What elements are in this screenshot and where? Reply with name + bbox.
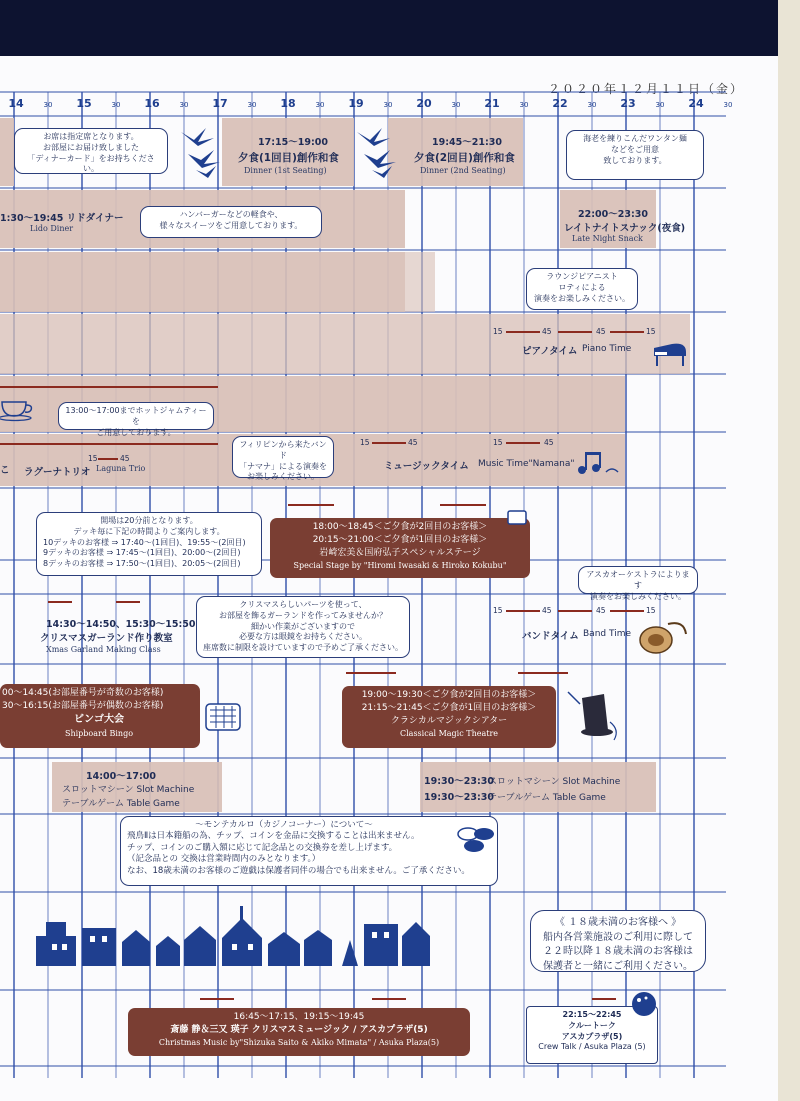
stage-title: 岩崎宏美＆国府弘子スペシャルステージ	[319, 548, 481, 559]
garland-arrow	[48, 601, 72, 603]
hour-label: 15	[76, 97, 92, 110]
page-edge	[778, 0, 800, 1101]
dinner-first-time: 17:15〜19:00	[258, 137, 328, 148]
half-hour-label: 30	[179, 101, 189, 109]
teacup-icon	[0, 396, 40, 422]
cranes-icon	[352, 122, 402, 180]
xmas-music-title: 斎藤 静＆三又 瑛子 クリスマスミュージック / アスカプラザ(5)	[170, 1025, 428, 1036]
bubble-line: 必要な方は眼鏡をお持ちください。	[239, 632, 367, 642]
bubble-line: 座席数に制限を設けていますので予めご了承ください。	[203, 643, 403, 653]
piano-title: ピアノタイム	[522, 346, 578, 357]
magic-arrow	[518, 672, 568, 674]
namana-arrow	[506, 442, 540, 444]
crew-talk-venue: アスカプラザ(5)	[561, 1031, 623, 1041]
laguna-arrow	[98, 458, 118, 460]
xmas-arrow	[200, 998, 234, 1000]
namana-bubble	[232, 436, 334, 482]
notice-line: なお、18歳未満のお客様のご遊戯は保護者同伴の場合でも出来ません。ご了承ください。	[127, 865, 470, 876]
under18-notice	[530, 910, 706, 972]
dinner-second-time: 19:45〜21:30	[432, 137, 502, 148]
magic-title: クラシカルマジックシアター	[390, 716, 508, 727]
bubble-line: 「ナマナ」による演奏を	[239, 461, 327, 471]
namana-arrow	[372, 442, 406, 444]
notice-line: ２２時以降１８歳未満のお客様は	[543, 946, 693, 957]
garland-en: Xmas Garland Making Class	[46, 645, 161, 654]
bubble-line: ハンバーガーなどの軽食や、	[179, 210, 283, 219]
casino-chips-icon	[456, 822, 496, 856]
hour-label: 20	[416, 97, 432, 110]
xmas-music-time: 16:45〜17:15、19:15〜19:45	[233, 1012, 365, 1022]
bubble-line: お部屋を飾るガーランドを作ってみませんか？	[219, 610, 387, 620]
shade-block	[405, 252, 435, 312]
crew-talk-time: 22:15〜22:45	[562, 1010, 622, 1019]
half-hour-label: 30	[43, 101, 53, 109]
dinner-first-en: Dinner (1st Seating)	[244, 166, 327, 175]
bingo-machine-icon	[200, 696, 246, 738]
table-label: テーブルゲーム Table Game	[488, 793, 606, 803]
notice-line: 船内各営業施設のご利用に際して	[543, 931, 693, 943]
bubble-line: ご用意しております。	[96, 427, 176, 437]
bingo-box	[0, 684, 200, 748]
casino-day-slot: スロットマシーン Slot Machine	[62, 785, 195, 795]
namana-en: Music Time"Namana"	[478, 459, 575, 469]
notice-line: チップ、コインのご購入額に応じて記念品との交換券を差し上げます。	[127, 842, 398, 853]
bubble-line: ロティによる	[558, 282, 606, 292]
laguna-fragment: こ	[0, 465, 10, 476]
half-hour-label: 30	[723, 101, 733, 109]
dinner-second-en: Dinner (2nd Seating)	[420, 166, 506, 175]
bubble-line: 海老を練りこんだワンタン麺	[583, 134, 687, 143]
table-time: 19:30〜23:30	[424, 792, 494, 803]
band-mark: 45	[542, 606, 552, 615]
piano-arrow	[506, 331, 540, 333]
dinner-card-bubble	[14, 128, 168, 174]
bubble-line: 細かい作業がございますので	[251, 621, 355, 631]
band-arrow	[558, 610, 592, 612]
lido-en: Lido Diner	[30, 224, 74, 233]
laguna-arrow	[0, 443, 218, 445]
laguna-mark: 15	[88, 454, 98, 463]
casino-day-table: テーブルゲーム Table Game	[62, 799, 180, 809]
band-arrow	[610, 610, 644, 612]
laguna-title: ラグーナトリオ	[24, 467, 91, 478]
magic-arrow	[346, 672, 396, 674]
slot-label: スロットマシーン Slot Machine	[488, 777, 621, 787]
piano-en: Piano Time	[582, 344, 632, 354]
piano-mark: 45	[542, 327, 552, 336]
instruments-icon	[634, 614, 690, 660]
cranes-icon	[176, 122, 226, 180]
lido-time: 1:30〜19:45 リドダイナー	[0, 213, 124, 224]
hour-label: 23	[620, 97, 636, 110]
piano-mark: 15	[646, 327, 656, 336]
slot-time: 19:30〜23:30	[424, 776, 494, 787]
laguna-en: Laguna Trio	[96, 464, 146, 473]
notice-line: 飛鳥Ⅱは日本籍船の為、チップ、コインを金品に交換することは出来ません。	[127, 831, 420, 842]
half-hour-label: 30	[247, 101, 257, 109]
magic-box	[342, 686, 556, 748]
bubble-line: フィリピンから来たバンド	[239, 440, 327, 460]
bingo-title: ビンゴ大会	[74, 714, 124, 726]
late-snack-title: レイトナイトスナック(夜食)	[564, 223, 686, 234]
xmas-music-en: Christmas Music by"Shizuka Saito & Akiko Mimata" / Asuka Plaza(5)	[158, 1038, 440, 1048]
band-mark: 15	[646, 606, 656, 615]
magician-hat-icon	[564, 682, 624, 746]
bingo-en: Shipboard Bingo	[64, 728, 134, 738]
bingo-line: 30〜16:15(お部屋番号が偶数のお客様)	[2, 701, 164, 712]
notice-line: 保護者と一緒にご利用ください。	[543, 960, 693, 972]
hour-label: 19	[348, 97, 364, 110]
namana-mark: 15	[493, 438, 503, 447]
special-stage-box	[270, 518, 530, 578]
hour-label: 21	[484, 97, 500, 110]
moon-icon	[630, 990, 660, 1018]
garland-time: 14:30〜14:50、15:30〜15:50	[46, 619, 196, 630]
bubble-line: 13:00〜17:00までホットジャムティーを	[65, 406, 207, 426]
half-hour-label: 30	[383, 101, 393, 109]
casino-notice	[120, 816, 498, 886]
bubble-line: 致しております。	[603, 155, 667, 165]
crew-arrow	[592, 998, 616, 1000]
late-snack-en: Late Night Snack	[572, 234, 643, 243]
notice-line: （記念品との 交換は営業時間内のみとなります。）	[127, 854, 321, 865]
stage-bubble	[36, 512, 262, 576]
schedule-date: ２０２０年１２月１１日（金）	[548, 82, 745, 96]
half-hour-label: 30	[451, 101, 461, 109]
casino-night-block	[420, 762, 656, 812]
lido-bubble	[140, 206, 322, 238]
stage-arrow	[440, 504, 486, 506]
band-en: Band Time	[583, 629, 631, 639]
bubble-line: 8デッキのお客様 ⇒ 17:50〜(1回目)、20:05〜(2回目)	[43, 559, 241, 569]
band-title: バンドタイム	[522, 631, 579, 642]
casino-day-time: 14:00〜17:00	[86, 771, 156, 782]
bubble-line: 演奏をお楽しみください。	[534, 293, 630, 303]
hour-label: 18	[280, 97, 296, 110]
garland-arrow	[116, 601, 140, 603]
casino-notice-title: 〜モンテカルロ（カジノコーナー）について〜	[195, 820, 373, 830]
bingo-line: 00〜14:45(お部屋番号が奇数のお客様)	[2, 688, 164, 698]
bubble-line: お部屋にお届け致しました	[43, 142, 139, 152]
namana-mark: 45	[408, 438, 418, 447]
namana-mark: 15	[360, 438, 370, 447]
stage-en: Special Stage by "Hiromi Iwasaki & Hiroko Kokubu"	[293, 561, 507, 571]
xmas-arrow	[372, 998, 406, 1000]
dinner-second-title: 夕食(2回目)創作和食	[414, 152, 515, 164]
garland-bubble	[196, 596, 410, 658]
piano-mark: 15	[493, 327, 503, 336]
piano-mark: 45	[596, 327, 606, 336]
bubble-line: 「ディナーカード」をお持ちください。	[27, 153, 155, 174]
bubble-line: ラウンジピアニスト	[546, 272, 618, 281]
band-bubble	[578, 566, 698, 601]
stage-line: 20:15〜21:00＜ご夕食が1回目のお客様＞	[312, 535, 488, 546]
band-mark: 15	[493, 606, 503, 615]
hour-label: 16	[144, 97, 160, 110]
shade-block	[0, 118, 14, 186]
piano-bubble	[526, 268, 638, 310]
hour-label: 14	[8, 97, 24, 110]
town-skyline-icon	[36, 900, 446, 970]
stage-line: 18:00〜18:45＜ご夕食が2回目のお客様＞	[312, 522, 488, 532]
crew-talk-en: Crew Talk / Asuka Plaza (5)	[538, 1042, 646, 1052]
late-snack-time: 22:00〜23:30	[578, 209, 648, 220]
bubble-line: デッキ毎に下記の時間よりご案内します。	[73, 526, 225, 536]
tea-bubble	[58, 402, 214, 437]
grand-piano-icon	[652, 338, 690, 368]
piano-arrow	[558, 331, 592, 333]
tv-icon	[506, 508, 528, 526]
laguna-mark: 45	[120, 454, 130, 463]
magic-line: 21:15〜21:45＜ご夕食が1回目のお客様＞	[361, 703, 537, 714]
namana-mark: 45	[544, 438, 554, 447]
bubble-line: クリスマスらしいパーツを使って、	[239, 600, 367, 609]
xmas-music-box	[128, 1008, 470, 1056]
half-hour-label: 30	[519, 101, 529, 109]
bubble-line: 様々なスイーツをご用意しております。	[159, 220, 303, 230]
half-hour-label: 30	[587, 101, 597, 109]
hour-label: 24	[688, 97, 704, 110]
hour-label: 22	[552, 97, 568, 110]
magic-en: Classical Magic Theatre	[400, 729, 498, 739]
tea-arrow	[0, 386, 218, 388]
bubble-line: お席は指定席となります。	[43, 132, 139, 141]
bubble-line: 9デッキのお客様 ⇒ 17:45〜(1回目)、20:00〜(2回目)	[43, 548, 241, 558]
crew-talk-title: クルートーク	[568, 1020, 616, 1030]
wonton-bubble	[566, 130, 704, 180]
bubble-line: などをご用意	[611, 144, 659, 154]
bubble-line: 開場は20分前となります。	[100, 516, 198, 525]
band-arrow	[506, 610, 540, 612]
hour-label: 17	[212, 97, 228, 110]
garland-title: クリスマスガーランド作り教室	[40, 633, 173, 644]
piano-arrow	[610, 331, 644, 333]
dinner-first-title: 夕食(1回目)創作和食	[238, 152, 339, 164]
magic-line: 19:00〜19:30＜ご夕食が2回目のお客様＞	[361, 690, 537, 700]
half-hour-label: 30	[111, 101, 121, 109]
bubble-line: お楽しみください。	[247, 472, 319, 482]
band-mark: 45	[596, 606, 606, 615]
bubble-line: 演奏をお楽しみください。	[590, 591, 686, 601]
bubble-line: 10デッキのお客様 ⇒ 17:40〜(1回目)、19:55〜(2回目)	[43, 537, 246, 547]
half-hour-label: 30	[315, 101, 325, 109]
namana-title: ミュージックタイム	[384, 461, 469, 472]
stage-arrow	[288, 504, 334, 506]
under18-title: 《 １８歳未満のお客様へ 》	[554, 917, 682, 928]
lido-block-2	[0, 252, 405, 312]
bubble-line: アスカオーケストラによります	[586, 570, 690, 590]
half-hour-label: 30	[655, 101, 665, 109]
music-notes-icon	[574, 448, 620, 478]
